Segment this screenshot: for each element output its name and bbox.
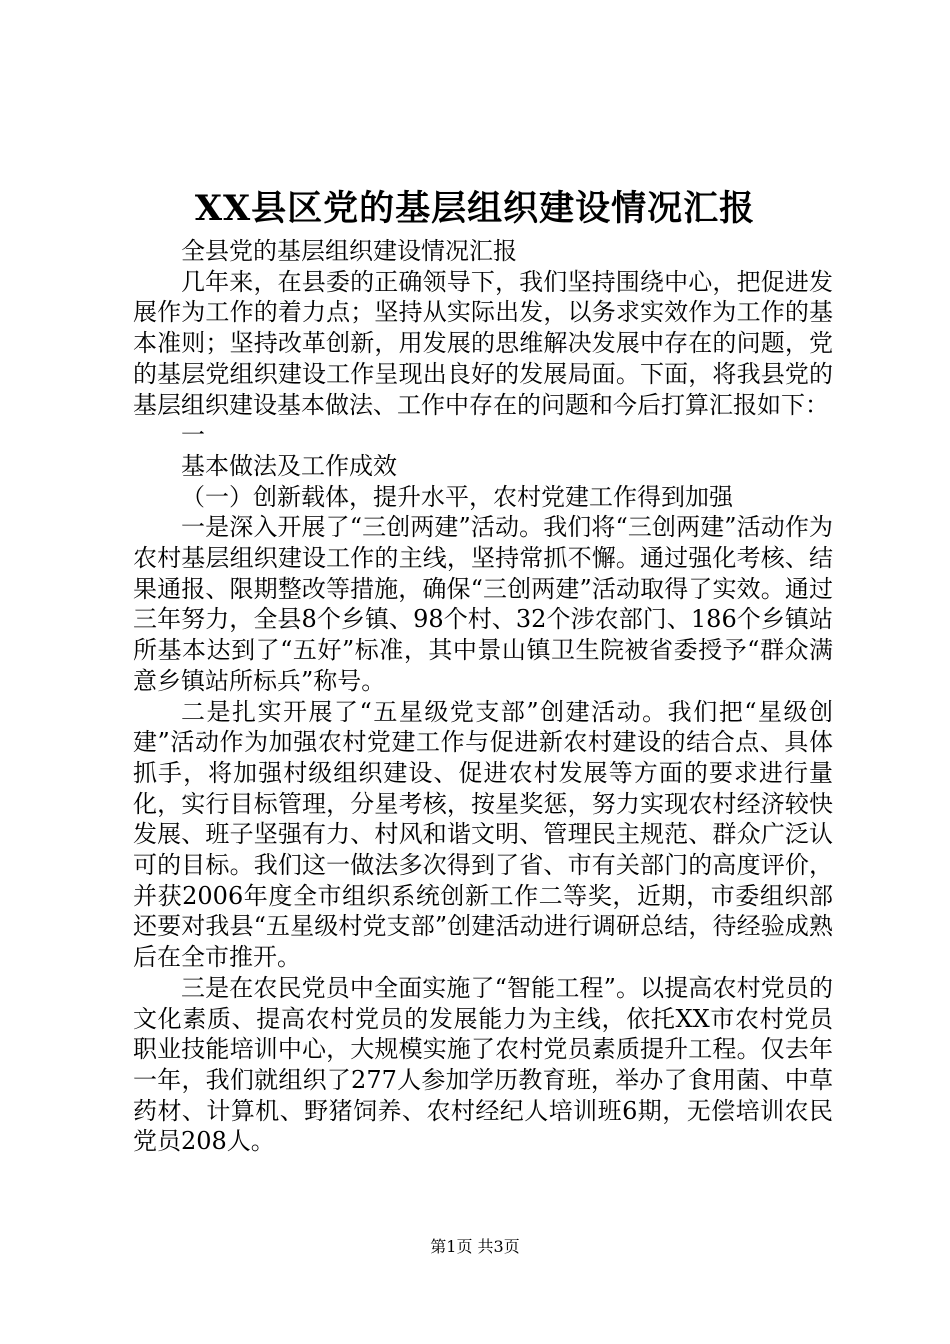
subsection-heading: （一）创新载体，提升水平，农村党建工作得到加强	[181, 482, 733, 511]
page-number-footer: 第1页 共3页	[430, 1237, 520, 1256]
paragraph-intro: 几年来，在县委的正确领导下，我们坚持围绕中心，把促进发展作为工作的着力点；坚持从实际出发，以务求实效作为工作的基本准则；坚持改革创新，用发展的思维解决发展中存在的问题，党的基层党组织建设工作呈现出良好的发展局面。下面，将我县党的基层组织建设基本做法、工作中存在的问题和今后打算汇报如下：	[133, 267, 833, 419]
document-body	[133, 236, 833, 1157]
paragraph-item-3: 三是在农民党员中全面实施了“智能工程”。以提高农村党员的文化素质、提高农村党员的发展能力为主线，依托XX市农村党员职业技能培训中心，大规模实施了农村党员素质提升工程。仅去年一年，我们就组织了277人参加学历教育班，举办了食用菌、中草药材、计算机、野猪饲养、农村经纪人培训班6期，无偿培训农民党员208人。	[133, 973, 833, 1156]
section-number: 一	[181, 421, 205, 450]
paragraph-item-2: 二是扎实开展了“五星级党支部”创建活动。我们把“星级创建”活动作为加强农村党建工作与促进新农村建设的结合点、具体抓手，将加强村级组织建设、促进农村发展等方面的要求进行量化，实行目标管理，分星考核，按星奖惩，努力实现农村经济较快发展、班子坚强有力、村风和谐文明、管理民主规范、群众广泛认可的目标。我们这一做法多次得到了省、市有关部门的高度评价，并获2006年度全市组织系统创新工作二等奖，近期，市委组织部还要对我县“五星级村党支部”创建活动进行调研总结，待经验成熟后在全市推开。	[133, 697, 833, 972]
document-title: XX县区党的基层组织建设情况汇报	[194, 188, 756, 229]
section-heading: 基本做法及工作成效	[181, 451, 397, 480]
paragraph-subtitle: 全县党的基层组织建设情况汇报	[181, 237, 517, 265]
paragraph-item-1: 一是深入开展了“三创两建”活动。我们将“三创两建”活动作为农村基层组织建设工作的主线，坚持常抓不懈。通过强化考核、结果通报、限期整改等措施，确保“三创两建”活动取得了实效。通过三年努力，全县8个乡镇、98个村、32个涉农部门、186个乡镇站所基本达到了“五好”标准，其中景山镇卫生院被省委授予“群众满意乡镇站所标兵”称号。	[133, 513, 833, 695]
